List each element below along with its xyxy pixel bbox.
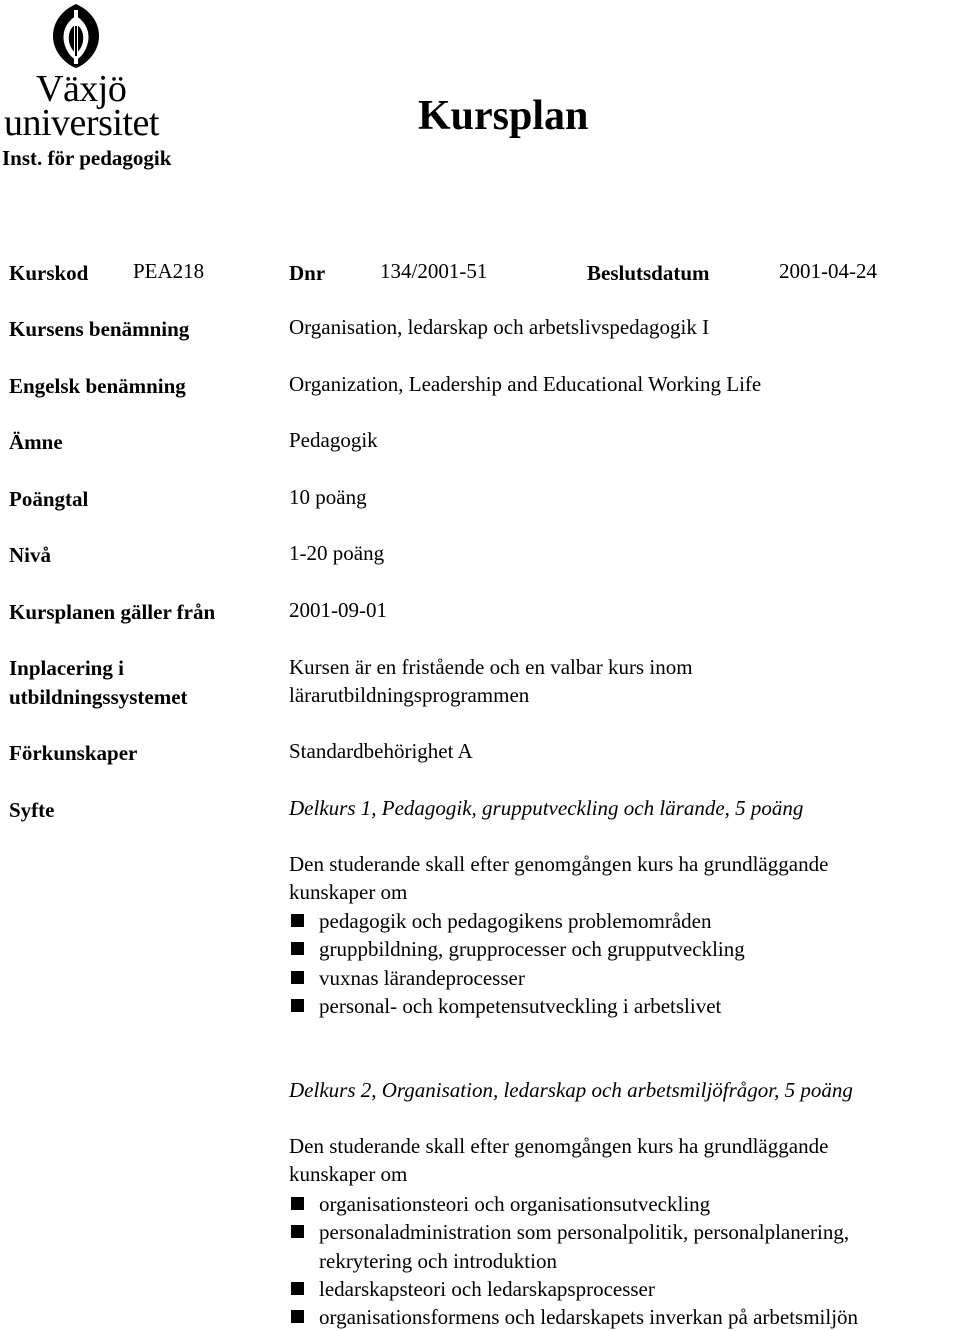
logo-text-universitet: universitet [4, 102, 159, 144]
syfte-label: Syfte [9, 798, 55, 822]
delkurs1-intro-line1: Den studerande skall efter genomgången kurs ha grundläggande [289, 852, 829, 876]
benamning-label: Kursens benämning [9, 317, 190, 341]
poangtal-label: Poängtal [9, 487, 89, 511]
list-item: personaladministration som personalpolitik, personalplanering, rekrytering och introduktion [289, 1218, 858, 1275]
bullet-square-icon [291, 1197, 304, 1210]
benamning-value: Organisation, ledarskap och arbetslivspedagogik I [289, 315, 710, 339]
inplacering-label-line1: Inplacering i [9, 656, 124, 680]
engelsk-value: Organization, Leadership and Educational Working Life [289, 372, 762, 396]
beslutsdatum-label: Beslutsdatum [587, 261, 710, 285]
inplacering-value-line1: Kursen är en fristående och en valbar kurs inom [289, 655, 693, 679]
list-item: vuxnas lärandeprocesser [289, 964, 745, 992]
delkurs2-intro-line1: Den studerande skall efter genomgången kurs ha grundläggande [289, 1134, 829, 1158]
engelsk-label: Engelsk benämning [9, 374, 186, 398]
list-item: personal- och kompetensutveckling i arbetslivet [289, 992, 745, 1020]
kurskod-label: Kurskod [9, 261, 89, 285]
list-item: gruppbildning, grupprocesser och grupputveckling [289, 935, 745, 963]
niva-label: Nivå [9, 543, 51, 567]
forkunskaper-value: Standardbehörighet A [289, 739, 473, 763]
university-logo-emblem [44, 2, 108, 70]
delkurs1-title: Delkurs 1, Pedagogik, grupputveckling och lärande, 5 poäng [289, 796, 804, 820]
amne-label: Ämne [9, 430, 63, 454]
bullet-square-icon [291, 1282, 304, 1295]
list-item: organisationsformens och ledarskapets inverkan på arbetsmiljön [289, 1303, 858, 1331]
delkurs2-intro-line2: kunskaper om [289, 1162, 408, 1186]
delkurs2-title: Delkurs 2, Organisation, ledarskap och arbetsmiljöfrågor, 5 poäng [289, 1078, 853, 1102]
galler-value: 2001-09-01 [289, 598, 387, 622]
bullet-square-icon [291, 942, 304, 955]
delkurs1-intro-line2: kunskaper om [289, 880, 408, 904]
forkunskaper-label: Förkunskaper [9, 741, 138, 765]
inplacering-label-line2: utbildningssystemet [9, 685, 188, 709]
delkurs1-list [289, 907, 745, 1020]
list-item: ledarskapsteori och ledarskapsprocesser [289, 1275, 858, 1303]
delkurs2-list [289, 1190, 858, 1331]
amne-value: Pedagogik [289, 428, 378, 452]
bullet-square-icon [291, 914, 304, 927]
bullet-square-icon [291, 1225, 304, 1238]
dnr-value: 134/2001-51 [380, 259, 488, 283]
list-item: pedagogik och pedagogikens problemområden [289, 907, 745, 935]
bullet-square-icon [291, 999, 304, 1012]
department-name: Inst. för pedagogik [2, 146, 172, 170]
niva-value: 1-20 poäng [289, 541, 385, 565]
bullet-square-icon [291, 971, 304, 984]
list-item: organisationsteori och organisationsutveckling [289, 1190, 858, 1218]
galler-label: Kursplanen gäller från [9, 600, 216, 624]
poangtal-value: 10 poäng [289, 485, 367, 509]
list-item-continuation: rekrytering och introduktion [319, 1248, 557, 1273]
dnr-label: Dnr [289, 261, 326, 285]
beslutsdatum-value: 2001-04-24 [779, 259, 877, 283]
logo-text-vaxjo: Växjö [36, 68, 127, 110]
page-title: Kursplan [418, 93, 589, 139]
bullet-square-icon [291, 1310, 304, 1323]
kurskod-value: PEA218 [133, 259, 205, 283]
inplacering-value-line2: lärarutbildningsprogrammen [289, 683, 530, 707]
